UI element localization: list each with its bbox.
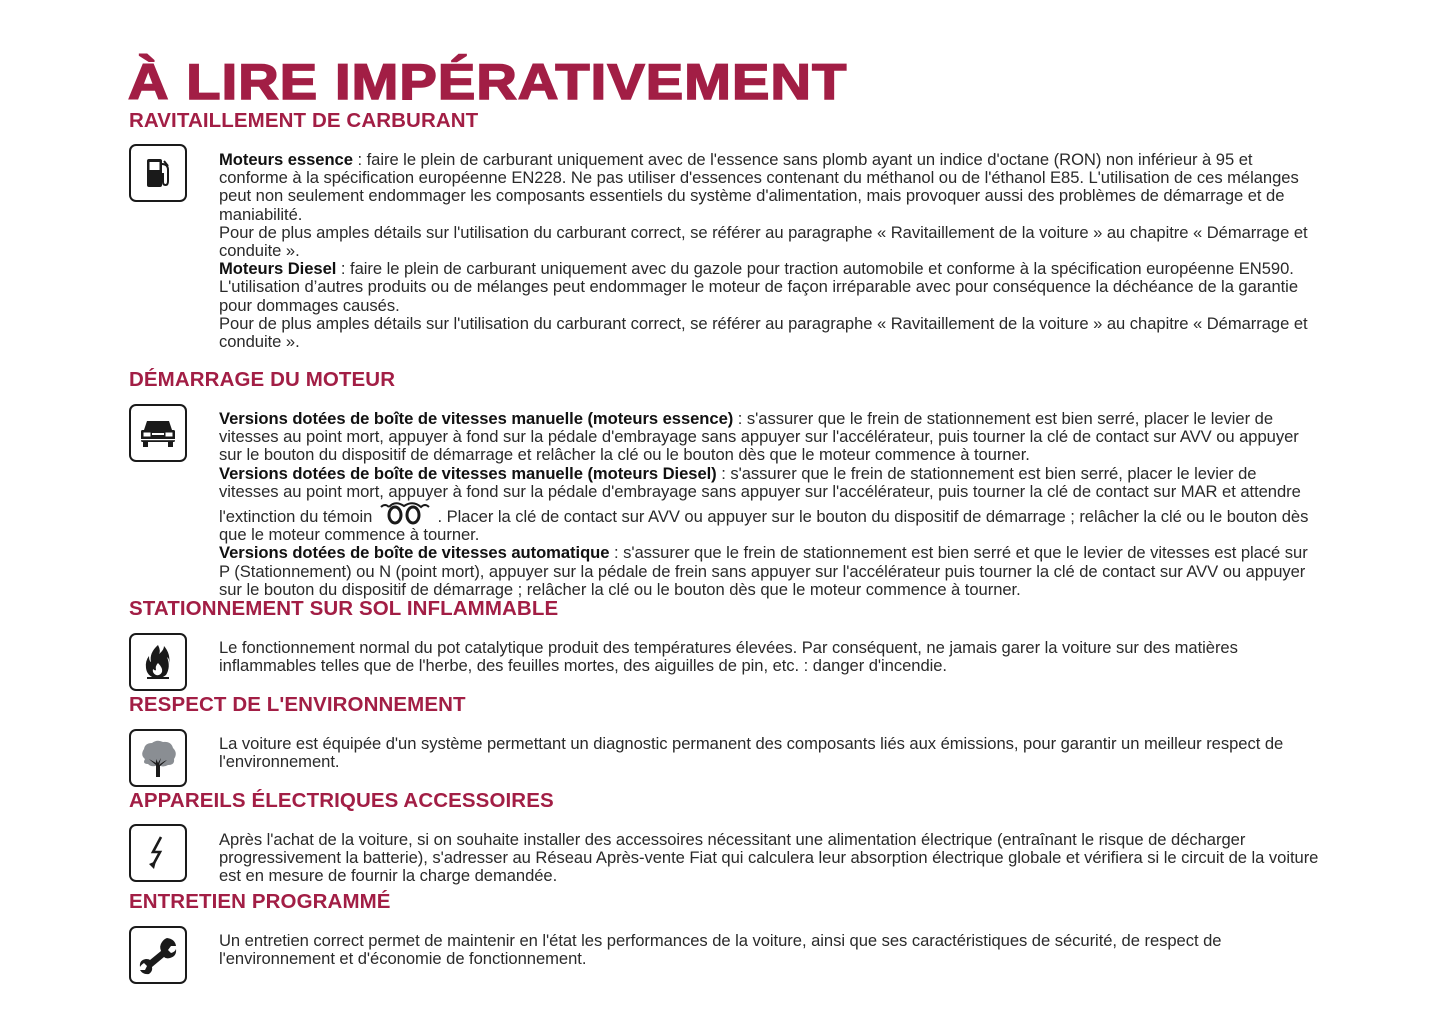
paragraph-lead: Moteurs essence	[219, 150, 353, 169]
paragraph-text: : faire le plein de carburant uniquement avec du gazole pour traction automobile et conforme à la spécification européenne EN590. L'utilisation d’autres produits ou de mélanges peut endommager le moteur de façon irréparable avec pour conséquence la déchéance de la garantie pour dommages causés.	[219, 259, 1298, 315]
paragraph-lead: Moteurs Diesel	[219, 259, 337, 279]
paragraph	[219, 465, 1319, 545]
paragraph	[219, 735, 1319, 771]
paragraph-text: : s'assurer que le frein de stationnement est bien serré et que le levier de vitesses est placé sur P (Stationnement) ou N (point mort), appuyer sur la pédale de frein sans appuyer sur l'accélérateur puis tourner la clé de contact sur AVV ou appuyer sur le bouton du dispositif de démarrage ; relâcher la clé ou le bouton dès que le moteur commence à tourner.	[219, 543, 1308, 599]
paragraph-text: Pour de plus amples détails sur l'utilisation du carburant correct, se référer au paragraphe « Ravitaillement de la voiture » au chapitre « Démarrage et conduite ».	[219, 313, 1308, 352]
paragraph-text: Un entretien correct permet de maintenir en l'état les performances de la voiture, ainsi que ses caractéristiques de sécurité, de respect de l'environnement et d'économie de fonctionnement.	[219, 931, 1222, 969]
section-body-demarrage	[219, 410, 1319, 599]
section-title-environnement: RESPECT DE L'ENVIRONNEMENT	[129, 693, 466, 716]
tree-icon-box	[129, 729, 187, 787]
paragraph	[219, 224, 1319, 260]
section-title-stationnement: STATIONNEMENT SUR SOL INFLAMMABLE	[129, 597, 559, 620]
car-front-icon-box	[129, 404, 187, 462]
paragraph-lead: Versions dotées de boîte de vitesses automatique	[219, 543, 610, 563]
section-title-ravitaillement: RAVITAILLEMENT DE CARBURANT	[129, 109, 479, 132]
section-title-demarrage: DÉMARRAGE DU MOTEUR	[129, 368, 396, 391]
tree-icon	[137, 737, 179, 779]
fuel-pump-icon-box	[129, 144, 187, 202]
fuel-pump-icon	[137, 152, 179, 194]
paragraph	[219, 544, 1319, 599]
flame-icon-box	[129, 633, 187, 691]
section-body-entretien	[219, 932, 1319, 968]
lightning-icon-box	[129, 824, 187, 882]
paragraph	[219, 410, 1319, 465]
section-body-ravitaillement	[219, 151, 1319, 351]
paragraph	[219, 260, 1319, 315]
wrench-icon	[137, 934, 179, 976]
paragraph-lead: Versions dotées de boîte de vitesses manuelle (moteurs Diesel)	[219, 463, 717, 483]
section-body-appareils	[219, 831, 1319, 886]
paragraph	[219, 932, 1319, 968]
lightning-icon	[137, 832, 179, 874]
paragraph	[219, 639, 1319, 675]
paragraph-text: . Placer la clé de contact sur AVV ou appuyer sur le bouton du dispositif de démarrage ; relâcher la clé ou le bouton dès que le moteur commence à tourner.	[219, 507, 1309, 545]
paragraph-text: : s'assurer que le frein de stationnement est bien serré, placer le levier de vitesses au point mort, appuyer à fond sur la pédale d'embrayage sans appuyer sur l'accélérateur, puis tourner la clé de contact sur AVV ou appuyer sur le bouton du dispositif de démarrage et relâcher la clé ou le bouton dès que le moteur commence à tourner.	[219, 409, 1299, 465]
page-title: À LIRE IMPÉRATIVEMENT	[128, 54, 848, 110]
paragraph	[219, 151, 1319, 224]
section-body-environnement	[219, 735, 1319, 771]
paragraph-text: La voiture est équipée d'un système permettant un diagnostic permanent des composants liés aux émissions, pour garantir un meilleur respect de l'environnement.	[219, 734, 1284, 772]
paragraph-text: : faire le plein de carburant uniquement avec de l'essence sans plomb ayant un indice d'octane (RON) non inférieur à 95 et conforme à la spécification européenne EN228. Ne pas utiliser d'essences contenant du méthanol ou de l'éthanol E85. L'utilisation de ces mélanges peut non seulement endommager les composants essentiels du système d'alimentation, mais provoquer aussi des problèmes de démarrage et de maniabilité.	[219, 150, 1299, 224]
glow-plug-warning-icon	[379, 501, 431, 525]
flame-icon	[137, 641, 179, 683]
section-body-stationnement	[219, 639, 1319, 675]
paragraph-text: : s'assurer que le frein de stationnement est bien serré, placer le levier de vitesses au point mort, appuyer à fond sur la pédale d'embrayage sans appuyer sur l'accélérateur, puis tourner la clé de contact sur MAR et attendre l'extinction du témoin	[219, 463, 1301, 527]
wrench-icon-box	[129, 926, 187, 984]
section-title-appareils: APPAREILS ÉLECTRIQUES ACCESSOIRES	[129, 789, 554, 812]
paragraph	[219, 831, 1319, 886]
paragraph-lead: Versions dotées de boîte de vitesses manuelle (moteurs essence)	[219, 409, 734, 428]
car-front-icon	[137, 412, 179, 454]
section-title-entretien: ENTRETIEN PROGRAMMÉ	[129, 890, 391, 913]
paragraph-text: Le fonctionnement normal du pot catalytique produit des températures élevées. Par conséquent, ne jamais garer la voiture sur des matières inflammables telles que de l'herbe, des feuilles mortes, des aiguilles de pin, etc. : danger d'incendie.	[219, 638, 1238, 676]
paragraph	[219, 315, 1319, 351]
paragraph-text: Après l'achat de la voiture, si on souhaite installer des accessoires nécessitant une alimentation électrique (entraînant le risque de décharger progressivement la batterie), s'adresser au Réseau Après-vente Fiat qui calculera leur absorption électrique globale et vérifiera si le circuit de la voiture est en mesure de fournir la charge demandée.	[219, 830, 1319, 886]
paragraph-text: Pour de plus amples détails sur l'utilisation du carburant correct, se référer au paragraphe « Ravitaillement de la voiture » au chapitre « Démarrage et conduite ».	[219, 222, 1308, 261]
